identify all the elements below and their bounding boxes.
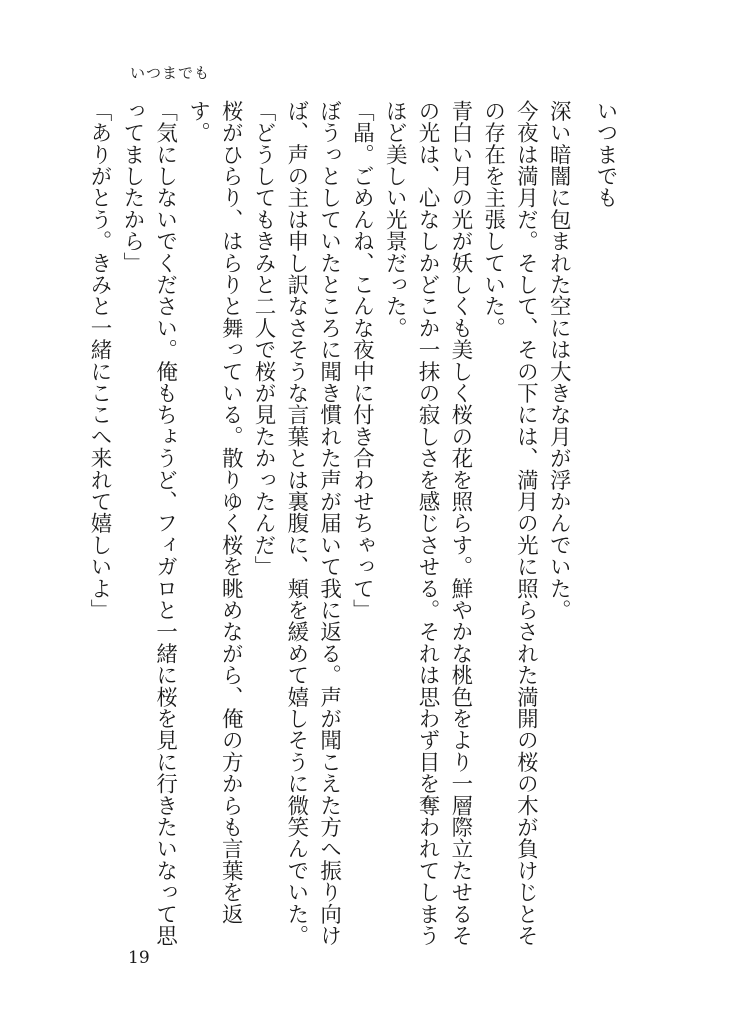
paragraph-1: 深い暗闇に包まれた空には大きな月が浮かんでいた。 — [546, 100, 572, 621]
paragraph-5: ぼうっとしていたところに聞き慣れた声が届いて我に返る。声が聞こえた方へ振り向けば、声の主は申し訳なさそうな言葉とは裏腹に、頬を緩めて嬉しそうに微笑んでいた。 — [283, 100, 342, 947]
page-number: 19 — [128, 948, 150, 968]
paragraph-8: 「気にしないでください。俺もちょうど、フィガロと一緒に桜を見に行きたいなって思ってましたから」 — [119, 100, 178, 947]
chapter-title: いつまでも — [593, 100, 618, 209]
paragraph-4: 「晶。ごめんね、こんな夜中に付き合わせちゃって」 — [349, 100, 375, 621]
paragraph-3: 青白い月の光が妖しくも美しく桜の花を照らす。鮮やかな桃色をより一層際立たせるその光は、心なしかどこか一抹の寂しさを感じさせる。それは思わず目を奪われてしまうほど美しい光景だった。 — [382, 100, 473, 947]
paragraph-9: 「ありがとう。きみと一緒にここへ来れて嬉しいよ」 — [87, 100, 113, 621]
paragraph-6: 「どうしてもきみと二人で桜が見たかったんだ」 — [251, 100, 277, 578]
running-header: いつまでも — [130, 64, 211, 82]
paragraph-7: 桜がひらり、はらりと舞っている。散りゆく桜を眺めながら、俺の方からも言葉を返す。 — [185, 100, 244, 925]
body-text — [82, 100, 621, 950]
paragraph-2: 今夜は満月だ。そして、その下には、満月の光に照らされた満開の桜の木が負けじとその存在を主張していた。 — [480, 100, 539, 947]
